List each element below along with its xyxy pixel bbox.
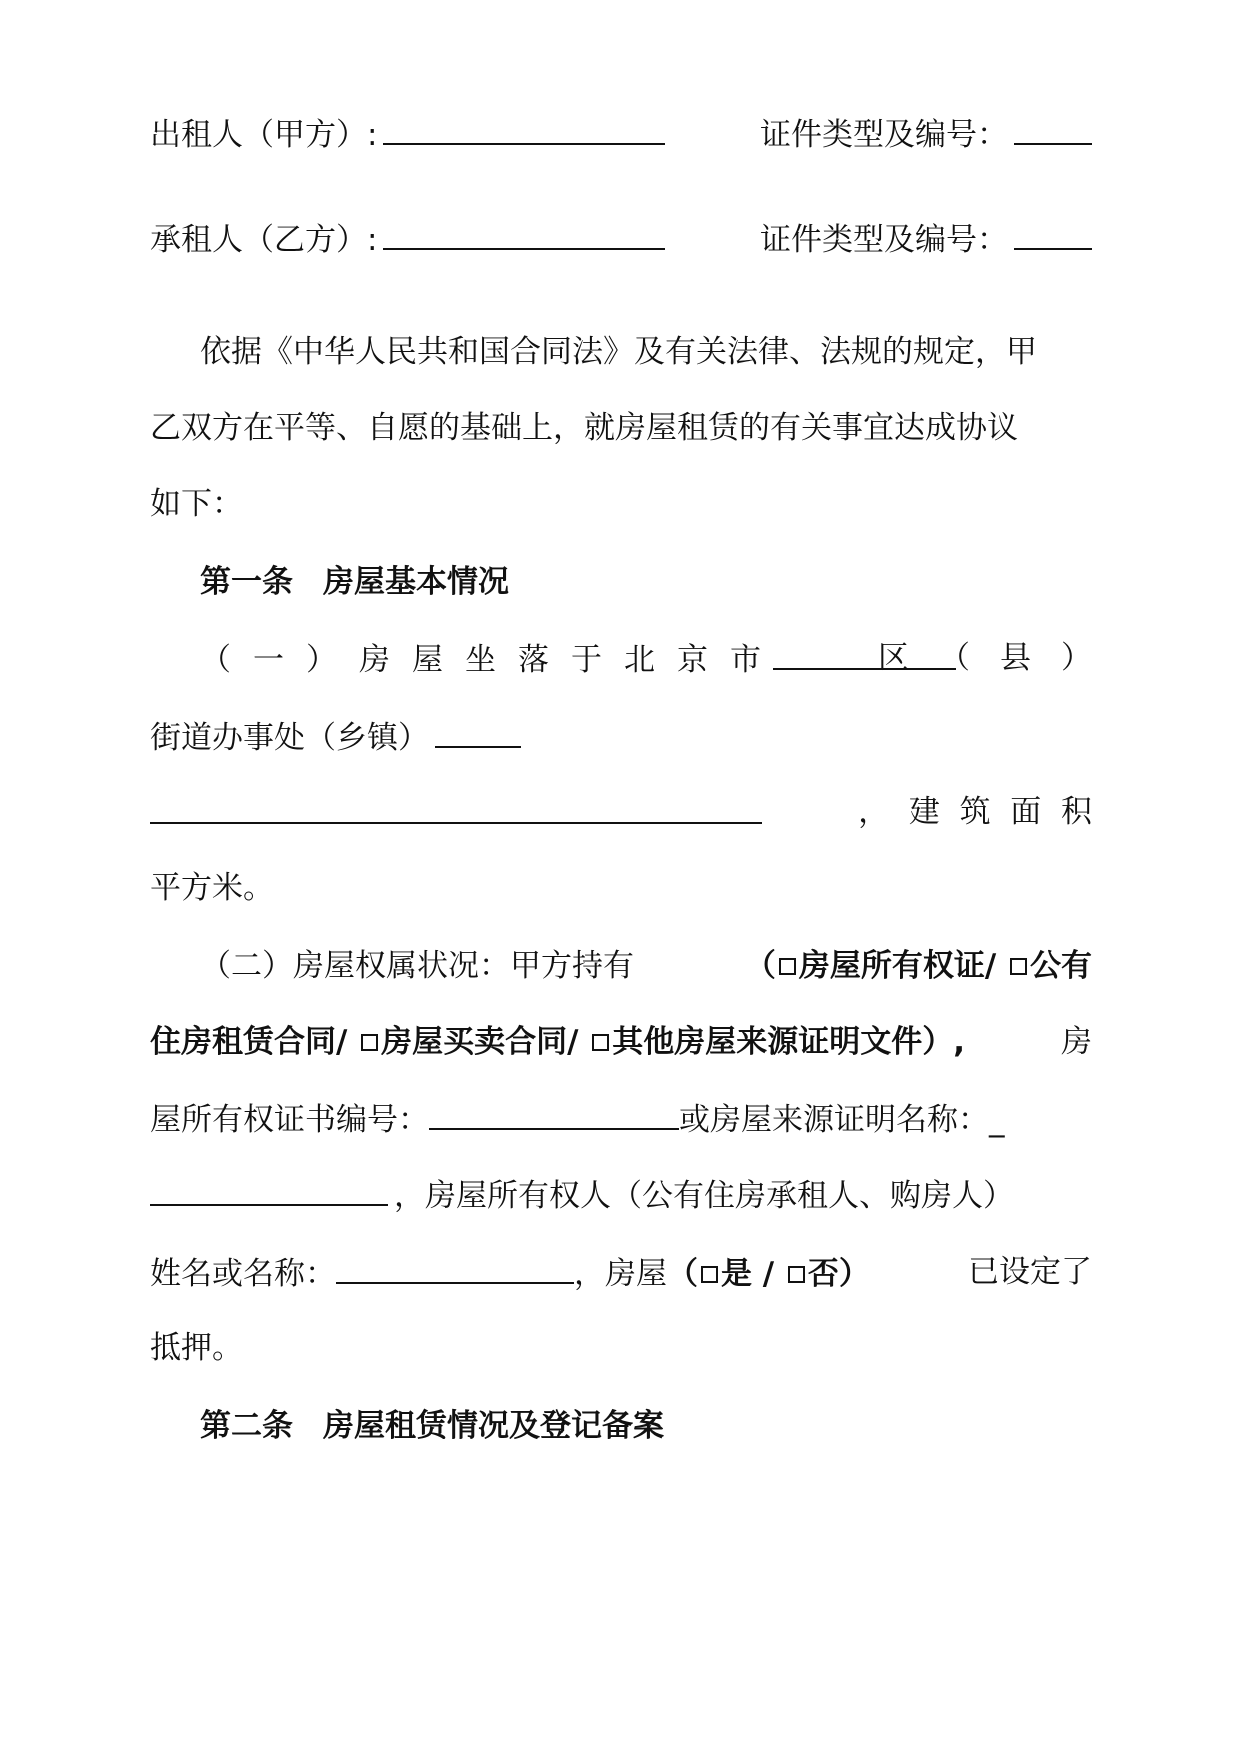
owner-row [150,1174,1092,1216]
cert-no-label: 屋所有权证书编号： [150,1102,429,1138]
checkbox-mortgage-yes[interactable] [701,1266,718,1283]
mortgage-row [150,1252,1092,1294]
location-label: （一）房屋坐落于北京市 [200,642,783,678]
owner-name-field[interactable] [336,1252,574,1284]
lessee-label: 承租人（乙方）: [150,222,378,258]
subdistrict-field[interactable] [435,716,521,748]
article-2-number: 第二条 [200,1408,293,1444]
district-label: 区（县） [878,640,1122,676]
ownership-label: （二）房屋权属状况：甲方持有 [200,948,634,984]
article-1-title: 房屋基本情况 [323,564,509,600]
owner-name-label: 姓名或名称： [150,1256,336,1292]
preamble-line-3: 如下： [150,486,243,522]
lessor-id-label: 证件类型及编号： [760,117,1008,153]
lessor-label: 出租人（甲方）: [150,117,378,153]
lessor-id-field[interactable] [1014,113,1092,145]
cert-name-label: 或房屋来源证明名称：_ [679,1102,1005,1138]
lessor-row [150,113,1092,155]
ownership-tail: 房 [1061,1024,1092,1060]
checkbox-other-proof[interactable] [592,1034,609,1051]
lessee-row [150,218,1092,260]
lessor-name-field[interactable] [383,113,665,145]
lessee-id-label: 证件类型及编号： [760,222,1008,258]
mortgage-options: （ 是 / 否） [667,1256,870,1292]
subdistrict-label: 街道办事处（乡镇） [150,720,429,756]
article-2-heading [200,1406,1092,1446]
location-row [200,638,1122,680]
owner-label: ，房屋所有权人（公有住房承租人、购房人） [394,1178,1014,1214]
ownership-row [200,946,1092,986]
mortgage-label: 已设定了 [968,1254,1092,1290]
mortgage-end: 抵押。 [150,1330,243,1366]
checkbox-ownership-cert[interactable] [779,958,796,975]
lessee-name-field[interactable] [383,218,665,250]
area-label: ， 建 筑 面 积 [858,794,1092,830]
lessee-id-field[interactable] [1014,218,1092,250]
ownership-options-1: （ 房屋所有权证/ 公有 [744,948,1092,984]
subdistrict-row [150,716,1092,758]
checkbox-sale-contract[interactable] [361,1034,378,1051]
preamble-line-2: 乙双方在平等、自愿的基础上，就房屋租赁的有关事宜达成协议 [150,410,1018,446]
article-2-title: 房屋租赁情况及登记备案 [323,1408,664,1444]
lessor-id-group [760,113,1092,155]
preamble-line-1: 依据《中华人民共和国合同法》及有关法律、法规的规定，甲 [200,334,1037,370]
checkbox-public-housing[interactable] [1010,958,1027,975]
ownership-row-2 [150,1022,1092,1062]
address-field[interactable] [150,792,762,824]
article-1-heading [200,562,1092,602]
house-label: ，房屋 [574,1256,667,1292]
lessee-id-group [760,218,1092,260]
cert-name-field[interactable] [150,1174,388,1206]
cert-no-field[interactable] [429,1098,679,1130]
checkbox-mortgage-no[interactable] [788,1266,805,1283]
certificate-row [150,1098,1092,1140]
article-1-number: 第一条 [200,564,293,600]
ownership-options-2: 住房租赁合同/ 房屋买卖合同/ 其他房屋来源证明文件）, [150,1024,966,1060]
address-row [150,792,1092,834]
area-unit: 平方米。 [150,870,274,906]
